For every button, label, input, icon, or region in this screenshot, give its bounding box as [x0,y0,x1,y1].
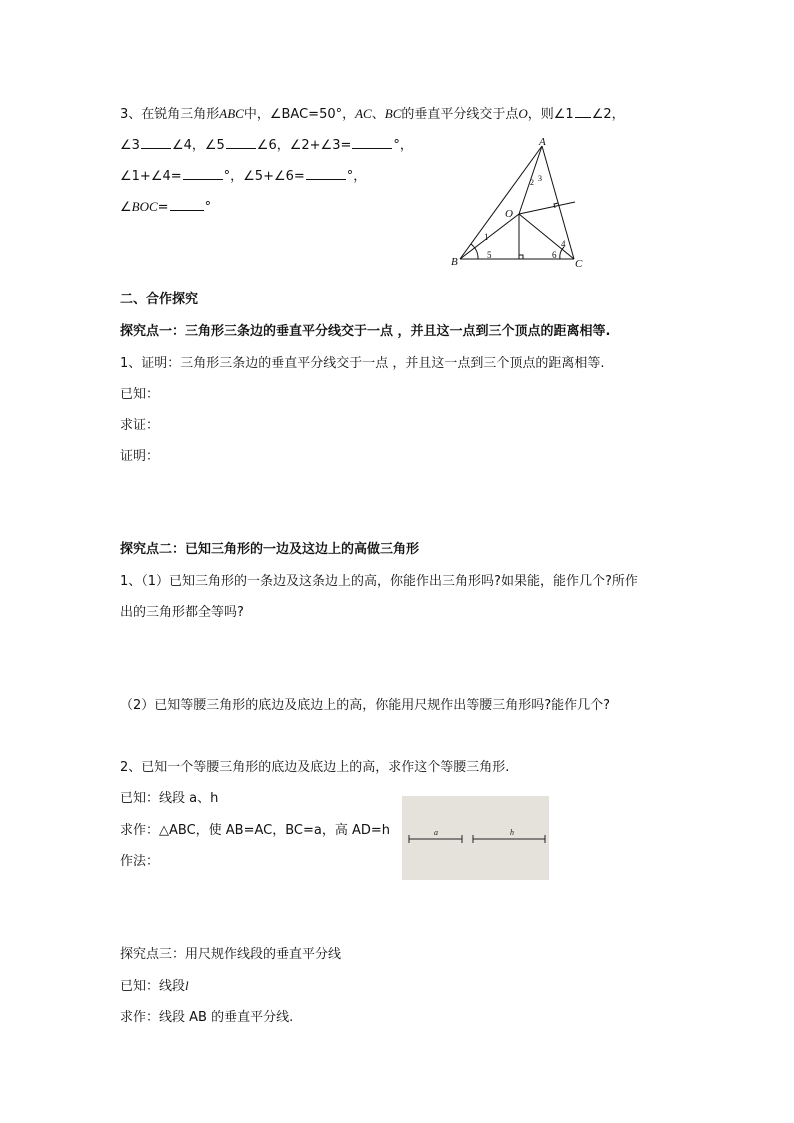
perpendicular-bisector-ac [519,202,575,214]
label-c: C [575,258,583,270]
segment-l-name: l [185,978,189,993]
q3-number: 3、 [120,107,142,122]
q3-text: ∠1+∠4= [120,169,182,184]
side-ab [460,146,542,259]
angle-label-3: 3 [538,174,542,183]
q3-text: 、 [371,107,385,122]
answer-blank[interactable] [141,136,171,149]
angle-label-1: 1 [484,232,489,242]
q3-point-o: O [518,106,528,121]
answer-blank[interactable] [170,198,204,211]
q3-side-bc: BC [384,106,402,121]
right-angle-mark [519,255,523,259]
angle-label-6: 6 [552,250,557,260]
q3-angle-boc: BOC [131,199,158,214]
explore-point-2-q1a: 1、（1）已知三角形的一条边及这条边上的高，你能作出三角形吗?如果能，能作几个?所作 [120,574,638,589]
q3-line-4 [120,198,211,217]
answer-blank[interactable] [306,167,346,180]
q3-text: 中，∠BAC=50°， [243,107,356,122]
label-b: B [451,256,458,268]
explore-point-1-title: 探究点一：三角形三条边的垂直平分线交于一点 ，并且这一点到三个顶点的距离相等. [120,324,611,339]
known-text: 已知：线段 [120,979,186,994]
q3-text: ∠2， [591,107,625,122]
explore-point-2-q2: （2）已知等腰三角形的底边及底边上的高，你能用尺规作出等腰三角形吗?能作几个? [120,698,611,713]
q3-text: 在锐角三角形 [141,107,220,122]
q3-side-ac: AC [355,106,372,121]
label-a: A [539,136,546,148]
q3-text: °， [393,138,413,153]
q3-line-2 [120,136,413,155]
q3-line-1 [120,105,625,124]
q3-text: ∠4，∠5 [171,138,225,153]
explore-point-3-make: 求作：线段 AB 的垂直平分线. [120,1010,294,1025]
proof-label: 证明： [120,449,160,464]
explore-point-2-make: 求作：△ABC，使 AB=AC，BC=a，高 AD=h [120,823,391,838]
explore-point-3-known [120,977,189,996]
prove-label: 求证： [120,418,160,433]
explore-point-2-method: 作法： [120,854,160,869]
explore-point-2-known: 已知：线段 a、h [120,791,219,806]
section-title: 二、合作探究 [120,292,199,307]
q3-text: = [157,200,169,215]
label-o: O [505,208,513,220]
q3-triangle-name: ABC [219,106,244,121]
angle-label-2: 2 [530,178,534,187]
angle-label-4: 4 [561,239,566,249]
q3-text: °， [346,169,367,184]
explore-point-2-q3: 2、已知一个等腰三角形的底边及底边上的高，求作这个等腰三角形. [120,760,510,775]
side-ac [542,146,574,259]
q3-line-3 [120,167,366,186]
q3-text: ∠3 [120,138,140,153]
angle-label-5: 5 [487,250,492,260]
q3-text: 的垂直平分线交于点 [401,107,519,122]
answer-blank[interactable] [352,136,392,149]
known-label: 已知： [120,387,160,402]
explore-point-2-q1b: 出的三角形都全等吗? [120,605,244,620]
segments-diagram [402,796,549,880]
label-h-segment: h [510,828,514,837]
label-a-segment: a [434,828,438,837]
explore-point-3-title: 探究点三：用尺规作线段的垂直平分线 [120,947,342,962]
q3-text: ° [204,200,212,215]
answer-blank[interactable] [183,167,223,180]
q3-text: ∠ [120,200,132,215]
segments-figure [402,796,549,880]
explore-point-1-question: 1、证明：三角形三条边的垂直平分线交于一点 ，并且这一点到三个顶点的距离相等. [120,356,605,371]
explore-point-2-title: 探究点二：已知三角形的一边及这边上的高做三角形 [120,542,420,557]
q3-text: ∠6，∠2+∠3= [256,138,352,153]
answer-blank[interactable] [226,136,256,149]
triangle-figure [432,134,592,274]
q3-text: ，则∠1 [527,107,574,122]
q3-text: °，∠5+∠6= [223,169,305,184]
segment-oc [519,214,574,259]
answer-blank[interactable] [575,105,591,118]
